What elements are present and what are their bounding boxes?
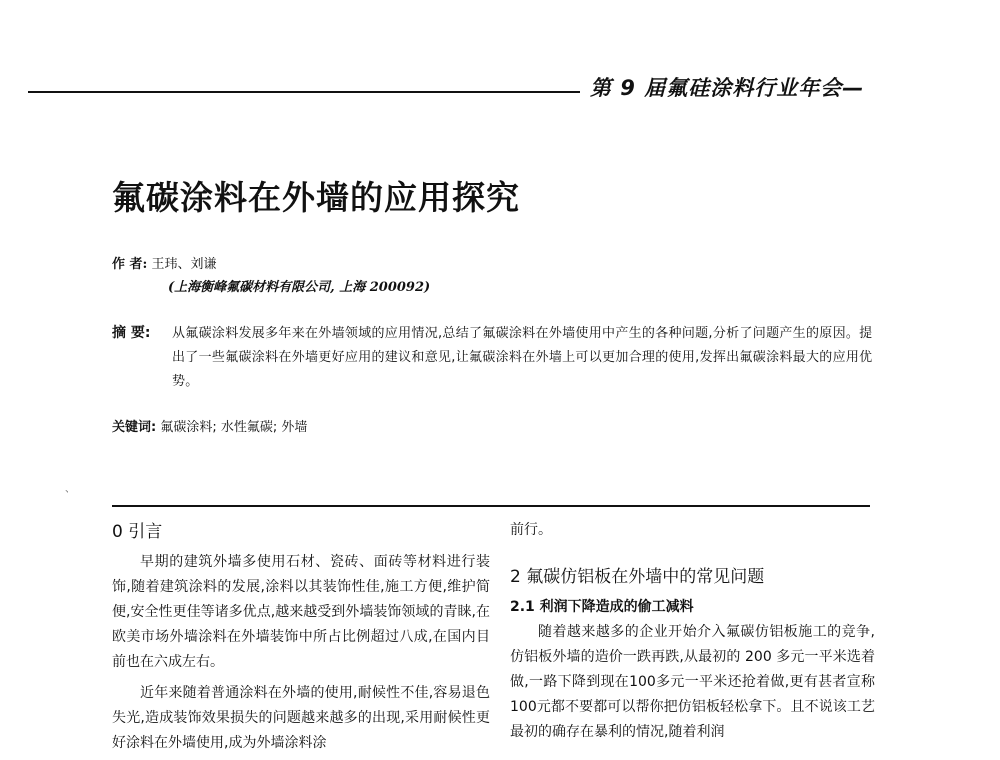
column-gap — [510, 543, 875, 563]
keywords-line — [112, 416, 307, 435]
keywords-label: 关键词: — [112, 420, 157, 435]
header-rule — [28, 91, 580, 93]
section-0-heading: 0 引言 — [112, 522, 163, 542]
section-2-heading: 2 氟碳仿铝板在外墙中的常见问题 — [510, 567, 765, 587]
paper-title: 氟碳涂料在外墙的应用探究 — [112, 178, 520, 217]
section-0-paragraph-2: 近年来随着普通涂料在外墙的使用,耐候性不佳,容易退色失光,造成装饰效果损失的问题越来越多的出现,采用耐候性更好涂料在外墙使用,成为外墙涂料涂 — [112, 685, 490, 751]
author-affiliation: (上海衡峰氟碳材料有限公司, 上海 200092) — [168, 280, 431, 295]
abstract-text: 从氟碳涂料发展多年来在外墙领域的应用情况,总结了氟碳涂料在外墙使用中产生的各种问题,分析了问题产生的原因。提出了一些氟碳涂料在外墙更好应用的建议和意见,让氟碳涂料在外墙上可以更加合理的使用,发挥出氟碳涂料最大的应用优势。 — [172, 326, 873, 389]
section-2-1-paragraph: 随着越来越多的企业开始介入氟碳仿铝板施工的竞争,仿铝板外墙的造价一跌再跌,从最初的 200 多元一平米选着做,一路下降到现在100多元一平米还抢着做,更有甚者宣称100元都不要都可以帮你把仿铝板轻松拿下。且不说该工艺最初的确存在暴利的情况,随着利润 — [510, 624, 875, 740]
authors-label: 作 者: — [112, 257, 148, 272]
authors-line — [112, 253, 216, 272]
section-0-paragraph-1: 早期的建筑外墙多使用石材、瓷砖、面砖等材料进行装饰,随着建筑涂料的发展,涂料以其装饰性佳,施工方便,维护简便,安全性更佳等诸多优点,越来越受到外墙装饰领域的青睐,在欧美市场外墙涂料在外墙装饰中所占比例超过八成,在国内目前也在六成左右。 — [112, 554, 490, 670]
right-column — [510, 518, 875, 745]
continued-text: 前行。 — [510, 522, 552, 538]
author-names: 王玮、刘谦 — [151, 257, 217, 272]
stray-mark: 、 — [65, 484, 75, 495]
section-2-1-heading: 2.1 利润下降造成的偷工减料 — [510, 599, 694, 615]
abstract-label: 摘 要: — [112, 325, 151, 341]
keywords-text: 氟碳涂料; 水性氟碳; 外墙 — [160, 420, 308, 435]
left-column — [112, 518, 490, 756]
section-rule — [112, 505, 870, 507]
conference-header: 第 9 届氟硅涂料行业年会— — [590, 76, 865, 100]
